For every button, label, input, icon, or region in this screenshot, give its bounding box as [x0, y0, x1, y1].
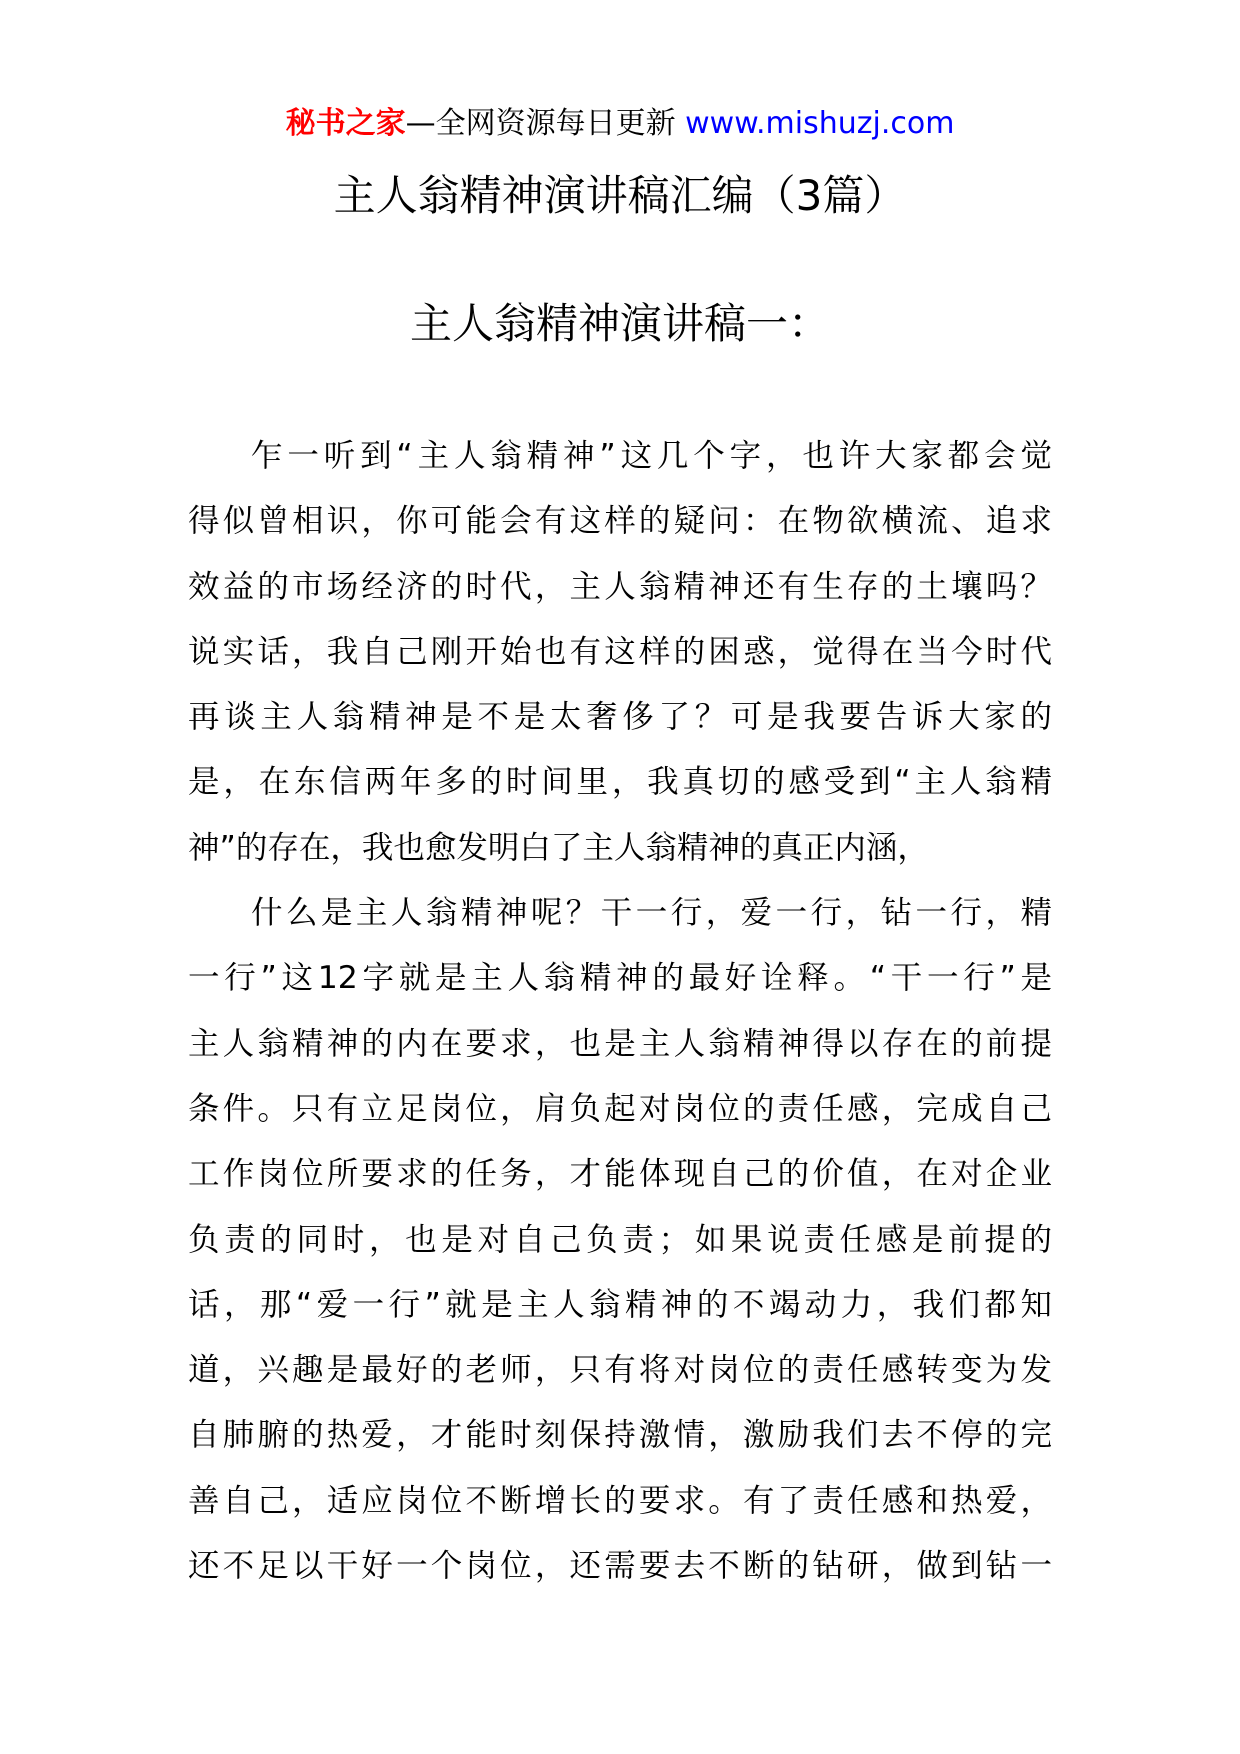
paragraph-line: 自肺腑的热爱，才能时刻保持激情，激励我们去不停的完: [188, 1417, 1052, 1454]
paragraph-line: 主人翁精神的内在要求，也是主人翁精神得以存在的前提: [188, 1025, 1052, 1062]
section-heading: 主人翁精神演讲稿一：: [409, 299, 830, 348]
paragraph-line: 还不足以干好一个岗位，还需要去不断的钻研，做到钻一: [188, 1548, 1052, 1585]
brand-name: 秘书之家: [285, 106, 406, 141]
header-slogan: —全网资源每日更新: [405, 106, 686, 141]
paragraph-line: 一行”这12字就是主人翁精神的最好诠释。“干一行”是: [188, 960, 1052, 997]
paragraph-line: 再谈主人翁精神是不是太奢侈了？可是我要告诉大家的: [188, 699, 1052, 736]
paragraph-line: 神”的存在，我也愈发明白了主人翁精神的真正内涵，: [188, 829, 929, 866]
paragraph-line: 负责的同时，也是对自己负责；如果说责任感是前提的: [188, 1221, 1052, 1258]
paragraph-line: 乍一听到“主人翁精神”这几个字，也许大家都会觉: [251, 438, 1052, 474]
site-header: [0, 104, 1240, 144]
paragraph-line: 是，在东信两年多的时间里，我真切的感受到“主人翁精: [188, 764, 1052, 801]
paragraph-line: 效益的市场经济的时代，主人翁精神还有生存的土壤吗？: [188, 568, 1052, 605]
paragraph-line: 工作岗位所要求的任务，才能体现自己的价值，在对企业: [188, 1156, 1052, 1193]
paragraph-line: 得似曾相识，你可能会有这样的疑问：在物欲横流、追求: [188, 503, 1052, 540]
paragraph-line: 话，那“爱一行”就是主人翁精神的不竭动力，我们都知: [188, 1286, 1052, 1323]
paragraph-line: 说实话，我自己刚开始也有这样的困惑，觉得在当今时代: [188, 633, 1052, 670]
paragraph-line: 条件。只有立足岗位，肩负起对岗位的责任感，完成自己: [188, 1090, 1052, 1127]
site-url-link[interactable]: www.mishuzj.com: [685, 106, 955, 141]
body-text: [188, 424, 1052, 1599]
paragraph-line: 道，兴趣是最好的老师，只有将对岗位的责任感转变为发: [188, 1352, 1052, 1389]
paragraph-line: 什么是主人翁精神呢？干一行，爱一行，钻一行，精: [251, 895, 1052, 932]
paragraph-line: 善自己，适应岗位不断增长的要求。有了责任感和热爱，: [188, 1482, 1052, 1519]
document-title: 主人翁精神演讲稿汇编（3篇）: [333, 171, 907, 220]
